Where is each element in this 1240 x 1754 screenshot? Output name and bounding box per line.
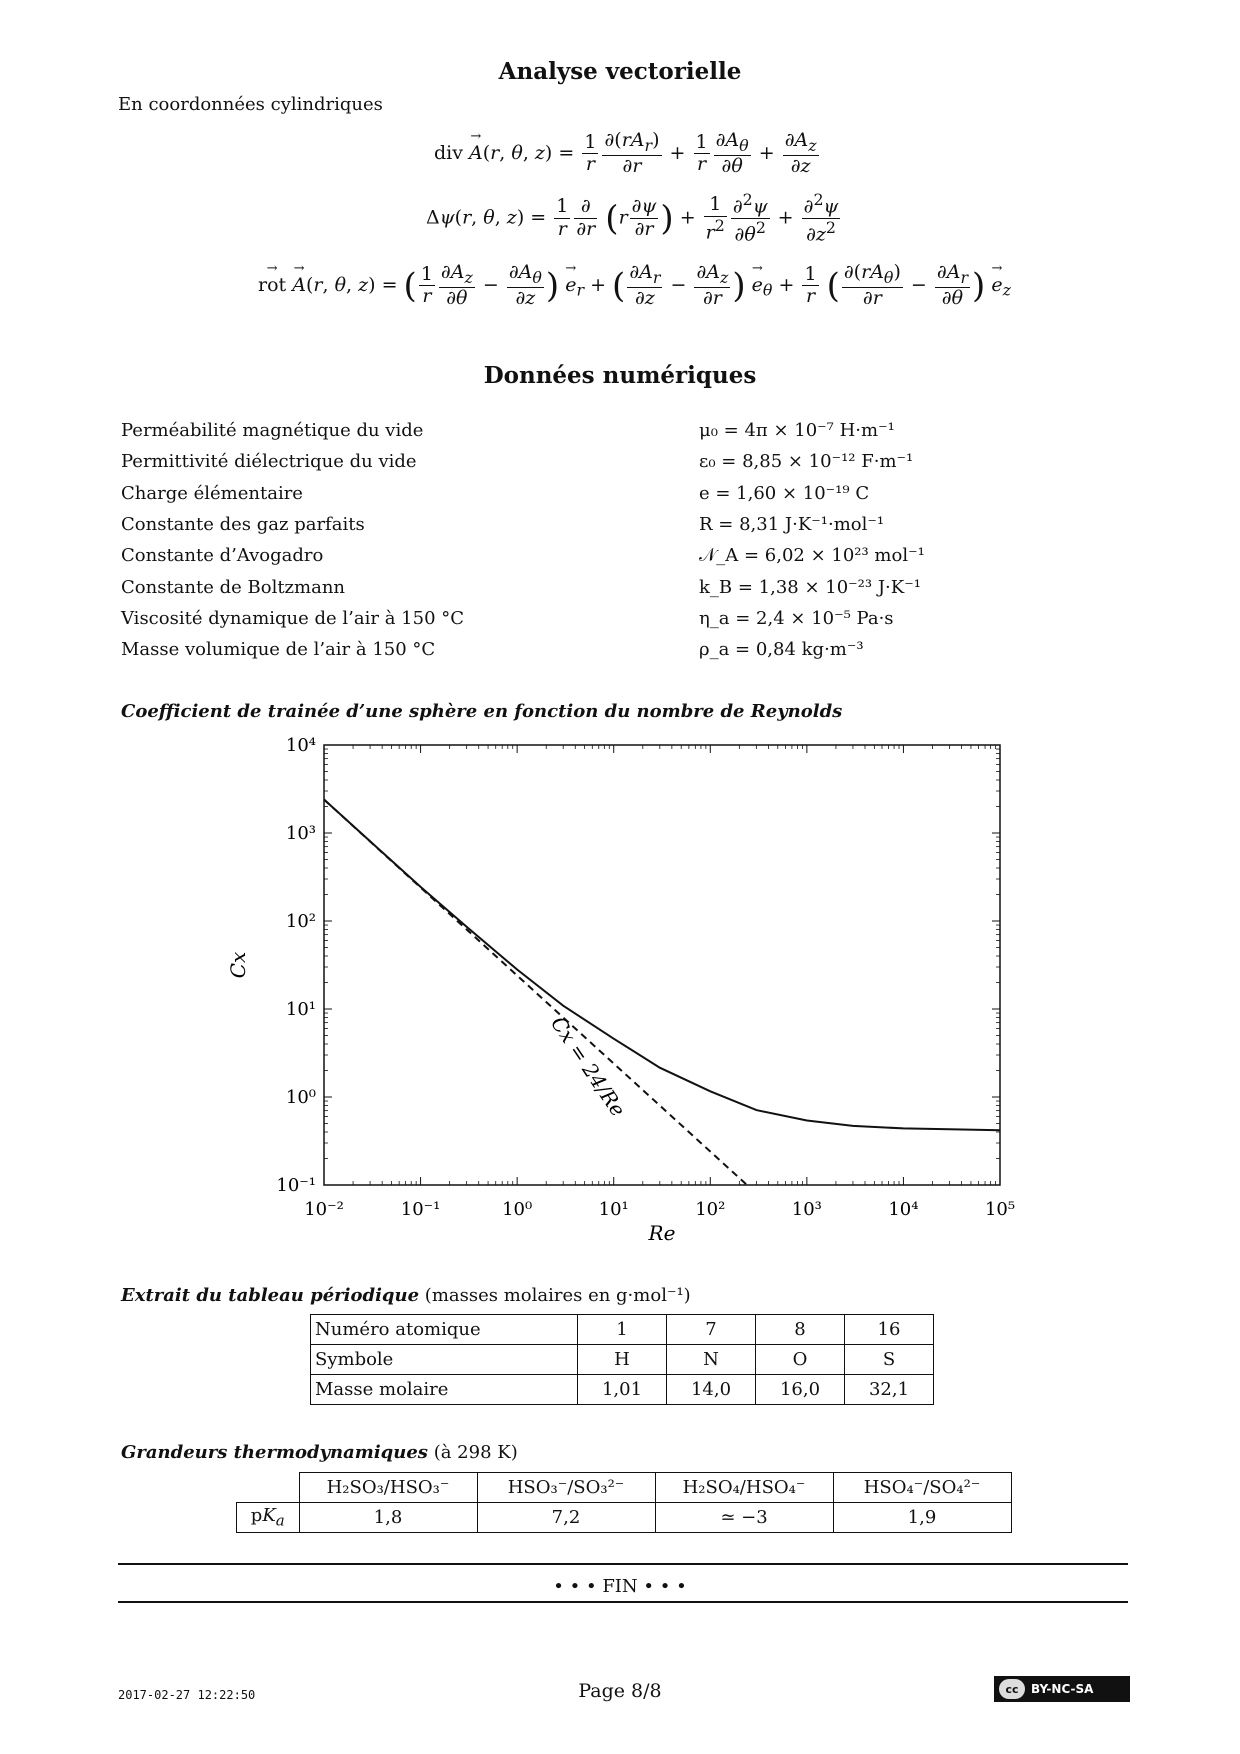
periodic-cell: 14,0 <box>667 1375 756 1405</box>
constant-value: R = 8,31 J·K⁻¹·mol⁻¹ <box>699 514 885 536</box>
x-axis-label: Re <box>648 1221 676 1245</box>
x-tick-label: 10⁵ <box>984 1199 1016 1220</box>
footer-date: 2017-02-27 12:22:50 <box>118 1688 256 1702</box>
license-label: BY-NC-SA <box>1031 1682 1094 1696</box>
thermo-table <box>236 1472 1012 1533</box>
x-tick-label: 10⁻¹ <box>400 1199 441 1220</box>
y-tick-label: 10⁻¹ <box>276 1175 316 1196</box>
constant-row <box>121 478 925 509</box>
fin-marker: • • • FIN • • • <box>553 1576 687 1597</box>
thermo-caption: Grandeurs thermodynamiques (à 298 K) <box>121 1442 518 1463</box>
thermo-header: HSO₃⁻/SO₃²⁻ <box>477 1473 655 1503</box>
y-tick-label: 10³ <box>285 823 316 844</box>
thermo-row-label: $pK_a$ <box>237 1503 300 1533</box>
periodic-cell: 32,1 <box>845 1375 934 1405</box>
periodic-cell: 1,01 <box>578 1375 667 1405</box>
page-number: Page 8/8 <box>578 1680 662 1702</box>
constant-value: ρ_a = 0,84 kg·m⁻³ <box>699 639 864 661</box>
thermo-corner <box>237 1473 300 1503</box>
constant-row <box>121 540 925 571</box>
constant-row <box>121 603 925 634</box>
equation-laplacian: Δψ(r, θ, z) = $\frac{1}{r}$ $\frac{\partial}{\partial r}$ (r $\frac{\partial\psi}{\partial r}$ ) + $\frac{1}{r^2}$ $\frac{\partial^2\psi}{\partial\theta^2}$ + $\frac{\partial^2\psi}{\partial z^2}$ <box>426 190 839 246</box>
constant-row <box>121 509 925 540</box>
thermo-header-row <box>237 1473 1012 1503</box>
x-tick-label: 10¹ <box>598 1199 629 1220</box>
periodic-cell: 7 <box>667 1315 756 1345</box>
x-tick-label: 10⁴ <box>888 1199 919 1220</box>
y-axis-label: Cx <box>226 951 250 979</box>
equation-divergence: div → A(r, θ, z) = $\frac{1}{r}$ $\frac{\partial(rA_r)}{\partial r}$ + $\frac{1}{r}$ $\frac{\partial A_\theta}{\partial\theta}$ + $\frac{\partial A_z}{\partial z}$ <box>434 130 821 178</box>
thermo-value: ≃ −3 <box>655 1503 833 1533</box>
periodic-row-label: Numéro atomique <box>311 1315 578 1345</box>
thermo-header: H₂SO₃/HSO₃⁻ <box>299 1473 477 1503</box>
constant-row <box>121 415 925 446</box>
constant-name: Masse volumique de l’air à 150 °C <box>121 639 436 661</box>
equation-curl: → rot → A(r, θ, z) = ( $\frac{1}{r}$ $\frac{\partial A_z}{\partial\theta}$ − $\frac{\partial A_\theta}{\partial z}$ ) → $e_r$ + ( $\frac{\partial A_r}{\partial z}$ − $\frac{\partial A_z}{\partial r}$ ) → $e_\theta$ + $\frac{1}{r}$ ( $\frac{\partial(rA_\theta)}{\partial r}$ − $\frac{\partial A_r}{\partial\theta}$ ) → $e_z$ <box>258 262 1011 310</box>
y-tick-label: 10² <box>285 911 316 932</box>
series-annotation: Cx = 24/Re <box>546 1012 631 1121</box>
thermo-value: 1,9 <box>833 1503 1011 1533</box>
x-tick-label: 10³ <box>791 1199 822 1220</box>
periodic-cell: 16 <box>845 1315 934 1345</box>
periodic-cell: S <box>845 1345 934 1375</box>
section-title-data: Données numériques <box>483 362 757 389</box>
constant-value: η_a = 2,4 × 10⁻⁵ Pa·s <box>699 607 894 629</box>
periodic-cell: 8 <box>756 1315 845 1345</box>
chart-caption: Coefficient de trainée d’une sphère en fonction du nombre de Reynolds <box>121 701 843 722</box>
thermo-header: HSO₄⁻/SO₄²⁻ <box>833 1473 1011 1503</box>
constant-name: Constante d’Avogadro <box>121 545 324 567</box>
thermo-value: 7,2 <box>477 1503 655 1533</box>
constants-table <box>121 415 925 665</box>
x-tick-label: 10⁰ <box>502 1199 533 1220</box>
drag-curve-line <box>324 800 1000 1131</box>
stokes-asymptote-line <box>324 800 747 1186</box>
periodic-row-label: Masse molaire <box>311 1375 578 1405</box>
divider-bottom <box>118 1601 1128 1603</box>
drag-coefficient-chart <box>200 730 1020 1250</box>
constant-name: Constante des gaz parfaits <box>121 514 365 536</box>
x-tick-label: 10⁻² <box>304 1199 344 1220</box>
y-tick-label: 10⁴ <box>285 735 316 756</box>
periodic-row <box>311 1345 934 1375</box>
license-badge <box>994 1676 1130 1702</box>
constant-name: Constante de Boltzmann <box>121 576 346 598</box>
constant-value: μ₀ = 4π × 10⁻⁷ H·m⁻¹ <box>699 420 895 442</box>
periodic-cell: H <box>578 1345 667 1375</box>
constant-value: ε₀ = 8,85 × 10⁻¹² F·m⁻¹ <box>699 451 914 473</box>
constant-name: Charge élémentaire <box>121 482 303 504</box>
x-tick-label: 10² <box>695 1199 726 1220</box>
constant-value: k_B = 1,38 × 10⁻²³ J·K⁻¹ <box>699 576 921 598</box>
constant-row <box>121 571 925 602</box>
periodic-row <box>311 1315 934 1345</box>
periodic-cell: 16,0 <box>756 1375 845 1405</box>
constant-name: Perméabilité magnétique du vide <box>121 420 424 442</box>
constant-name: Viscosité dynamique de l’air à 150 °C <box>121 607 465 629</box>
periodic-cell: 1 <box>578 1315 667 1345</box>
constant-row <box>121 634 925 665</box>
constant-row <box>121 446 925 477</box>
thermo-header: H₂SO₄/HSO₄⁻ <box>655 1473 833 1503</box>
divider-top <box>118 1563 1128 1565</box>
y-tick-label: 10⁰ <box>285 1087 316 1108</box>
periodic-cell: O <box>756 1345 845 1375</box>
periodic-table <box>310 1314 934 1405</box>
periodic-row <box>311 1375 934 1405</box>
constant-value: e = 1,60 × 10⁻¹⁹ C <box>699 482 870 504</box>
thermo-value-row <box>237 1503 1012 1533</box>
constant-name: Permittivité diélectrique du vide <box>121 451 417 473</box>
periodic-cell: N <box>667 1345 756 1375</box>
y-tick-label: 10¹ <box>285 999 316 1020</box>
section-title-vector: Analyse vectorielle <box>498 58 742 85</box>
constant-value: 𝒩_A = 6,02 × 10²³ mol⁻¹ <box>699 545 925 567</box>
thermo-value: 1,8 <box>299 1503 477 1533</box>
cc-icon: cc <box>999 1679 1025 1699</box>
periodic-caption: Extrait du tableau périodique (masses molaires en g·mol⁻¹) <box>121 1285 691 1306</box>
intro-text: En coordonnées cylindriques <box>118 94 383 115</box>
periodic-row-label: Symbole <box>311 1345 578 1375</box>
plot-frame <box>324 745 1000 1185</box>
